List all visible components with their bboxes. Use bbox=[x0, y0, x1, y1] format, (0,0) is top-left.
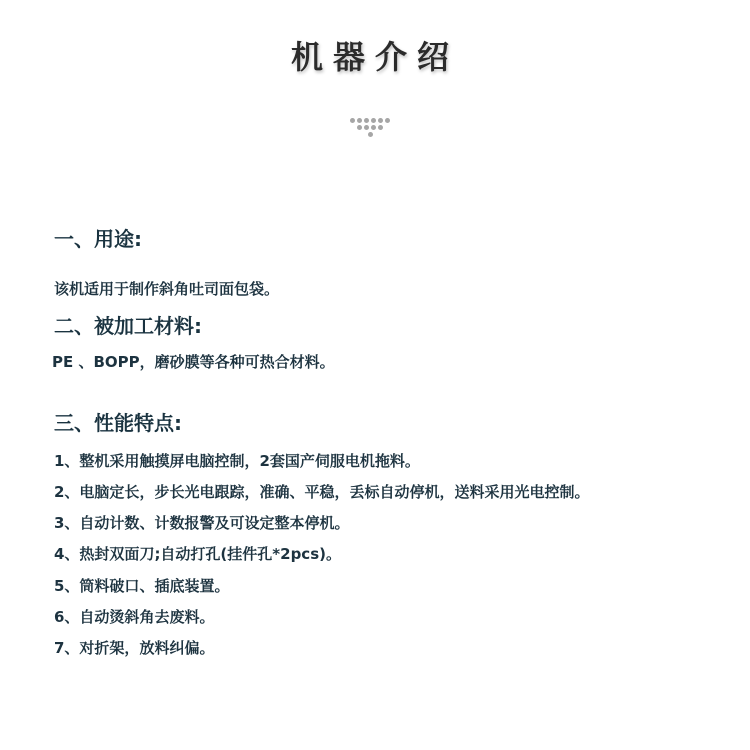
decorative-dots-icon bbox=[350, 118, 394, 142]
feature-item-4: 4、热封双面刀;自动打孔(挂件孔*2pcs)。 bbox=[54, 545, 341, 563]
feature-item-3: 3、自动计数、计数报警及可设定整本停机。 bbox=[54, 514, 350, 532]
usage-text: 该机适用于制作斜角吐司面包袋。 bbox=[54, 280, 280, 298]
feature-item-7: 7、对折架，放料纠偏。 bbox=[54, 639, 215, 657]
feature-item-2: 2、电脑定长，步长光电跟踪，准确、平稳，丢标自动停机，送料采用光电控制。 bbox=[54, 483, 590, 501]
feature-item-6: 6、自动烫斜角去废料。 bbox=[54, 608, 215, 626]
feature-item-5: 5、筒料破口、插底装置。 bbox=[54, 577, 230, 595]
materials-text: PE 、BOPP，磨砂膜等各种可热合材料。 bbox=[52, 353, 335, 371]
page-title: 机器介绍 bbox=[290, 38, 459, 76]
section-heading-usage: 一、用途: bbox=[54, 227, 142, 251]
section-heading-features: 三、性能特点: bbox=[54, 411, 182, 435]
section-heading-materials: 二、被加工材料: bbox=[54, 314, 202, 338]
feature-item-1: 1、整机采用触摸屏电脑控制，2套国产伺服电机拖料。 bbox=[54, 452, 420, 470]
